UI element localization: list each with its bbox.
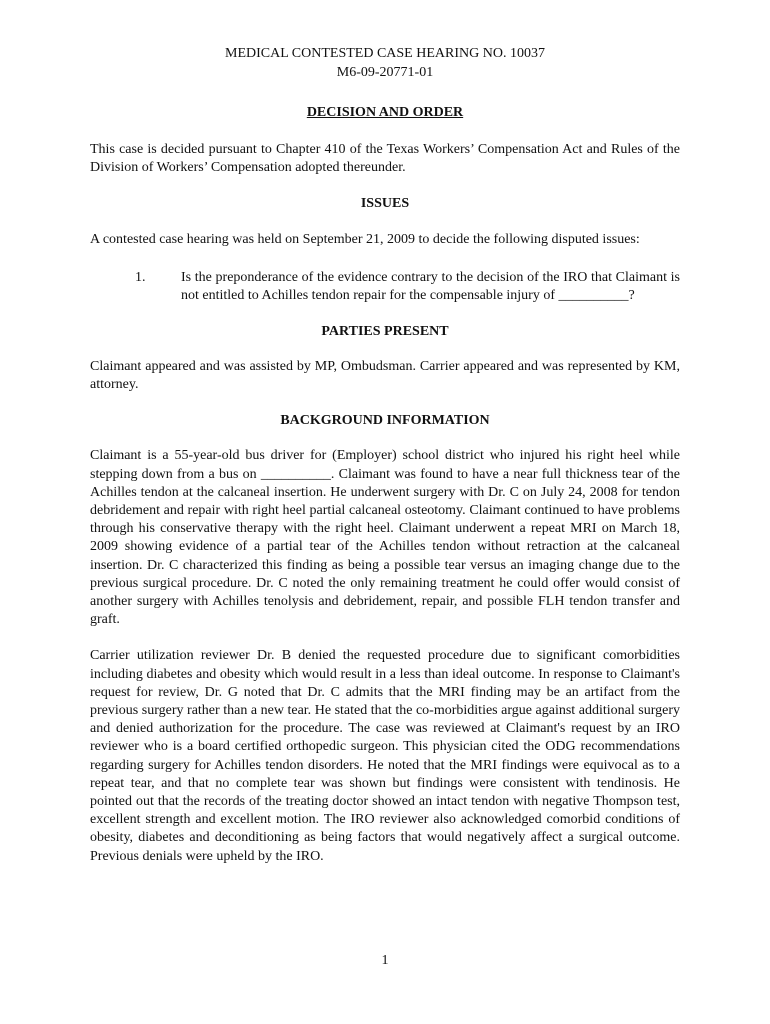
background-paragraph-1: Claimant is a 55-year-old bus driver for (Employer) school district who injured his right heel while stepping down from a bus on __________. Claimant was found to have a near full thickness tear of the Achilles tendon at the calcaneal insertion. He underwent surgery with Dr. C on July 24, 2008 for tendon debridement and repair with right heel partial calcaneal osteotomy. Claimant continued to have problems through his conservative therapy with the right heel. Claimant underwent a repeat MRI on March 18, 2009 showing evidence of a partial tear of the Achilles tendon without retraction at the calcaneal insertion. Dr. C characterized this finding as being a possible tear versus an imaging change due to the previous surgical procedure. Dr. C noted the only remaining treatment he could offer would consist of another surgery with Achilles tenolysis and debridement, repair, and possible FLH tendon transfer and graft. (90, 448, 680, 628)
document-title: DECISION AND ORDER (306, 105, 464, 120)
docket-number: M6-09-20771-01 (336, 65, 434, 80)
case-number-header: MEDICAL CONTESTED CASE HEARING NO. 10037 (225, 46, 545, 61)
intro-paragraph: This case is decided pursuant to Chapter 410 of the Texas Workers’ Compensation Act and Rules of the Division of Workers’ Compensation adopted thereunder. (90, 142, 680, 176)
issue-number: 1. (135, 269, 146, 285)
background-heading: BACKGROUND INFORMATION (280, 413, 490, 429)
parties-paragraph: Claimant appeared and was assisted by MP, Ombudsman. Carrier appeared and was represented by KM, attorney. (90, 359, 680, 393)
issues-paragraph: A contested case hearing was held on September 21, 2009 to decide the following disputed issues: (90, 232, 640, 248)
page-number: 1 (381, 953, 389, 968)
issues-heading: ISSUES (360, 196, 410, 212)
background-paragraph-2: Carrier utilization reviewer Dr. B denied the requested procedure due to significant comorbidities including diabetes and obesity which would result in a less than ideal outcome. In response to Claimant's request for review, Dr. G noted that Dr. C admits that the MRI finding may be an artifact from the previous surgery rather than a new tear. He stated that the co-morbidities argue against additional surgery and denied authorization for the procedure. The case was reviewed at Claimant's request by an IRO reviewer who is a board certified orthopedic surgeon. This physician cited the ODG recommendations regarding surgery for Achilles tendon disorders. He noted that the MRI findings were equivocal as to a repeat tear, and that no complete tear was shown but findings were consistent with tendinosis. He pointed out that the records of the treating doctor showed an intact tendon with negative Thompson test, excellent strength and excellent motion. The IRO reviewer also acknowledged comorbid conditions of obesity, diabetes and deconditioning as being factors that would negatively affect a surgical outcome. Previous denials were upheld by the IRO. (90, 648, 680, 864)
issue-list-item (90, 269, 680, 305)
parties-heading: PARTIES PRESENT (321, 324, 449, 340)
issue-text: Is the preponderance of the evidence contrary to the decision of the IRO that Claimant is not entitled to Achilles tendon repair for the compensable injury of __________? (181, 269, 680, 303)
